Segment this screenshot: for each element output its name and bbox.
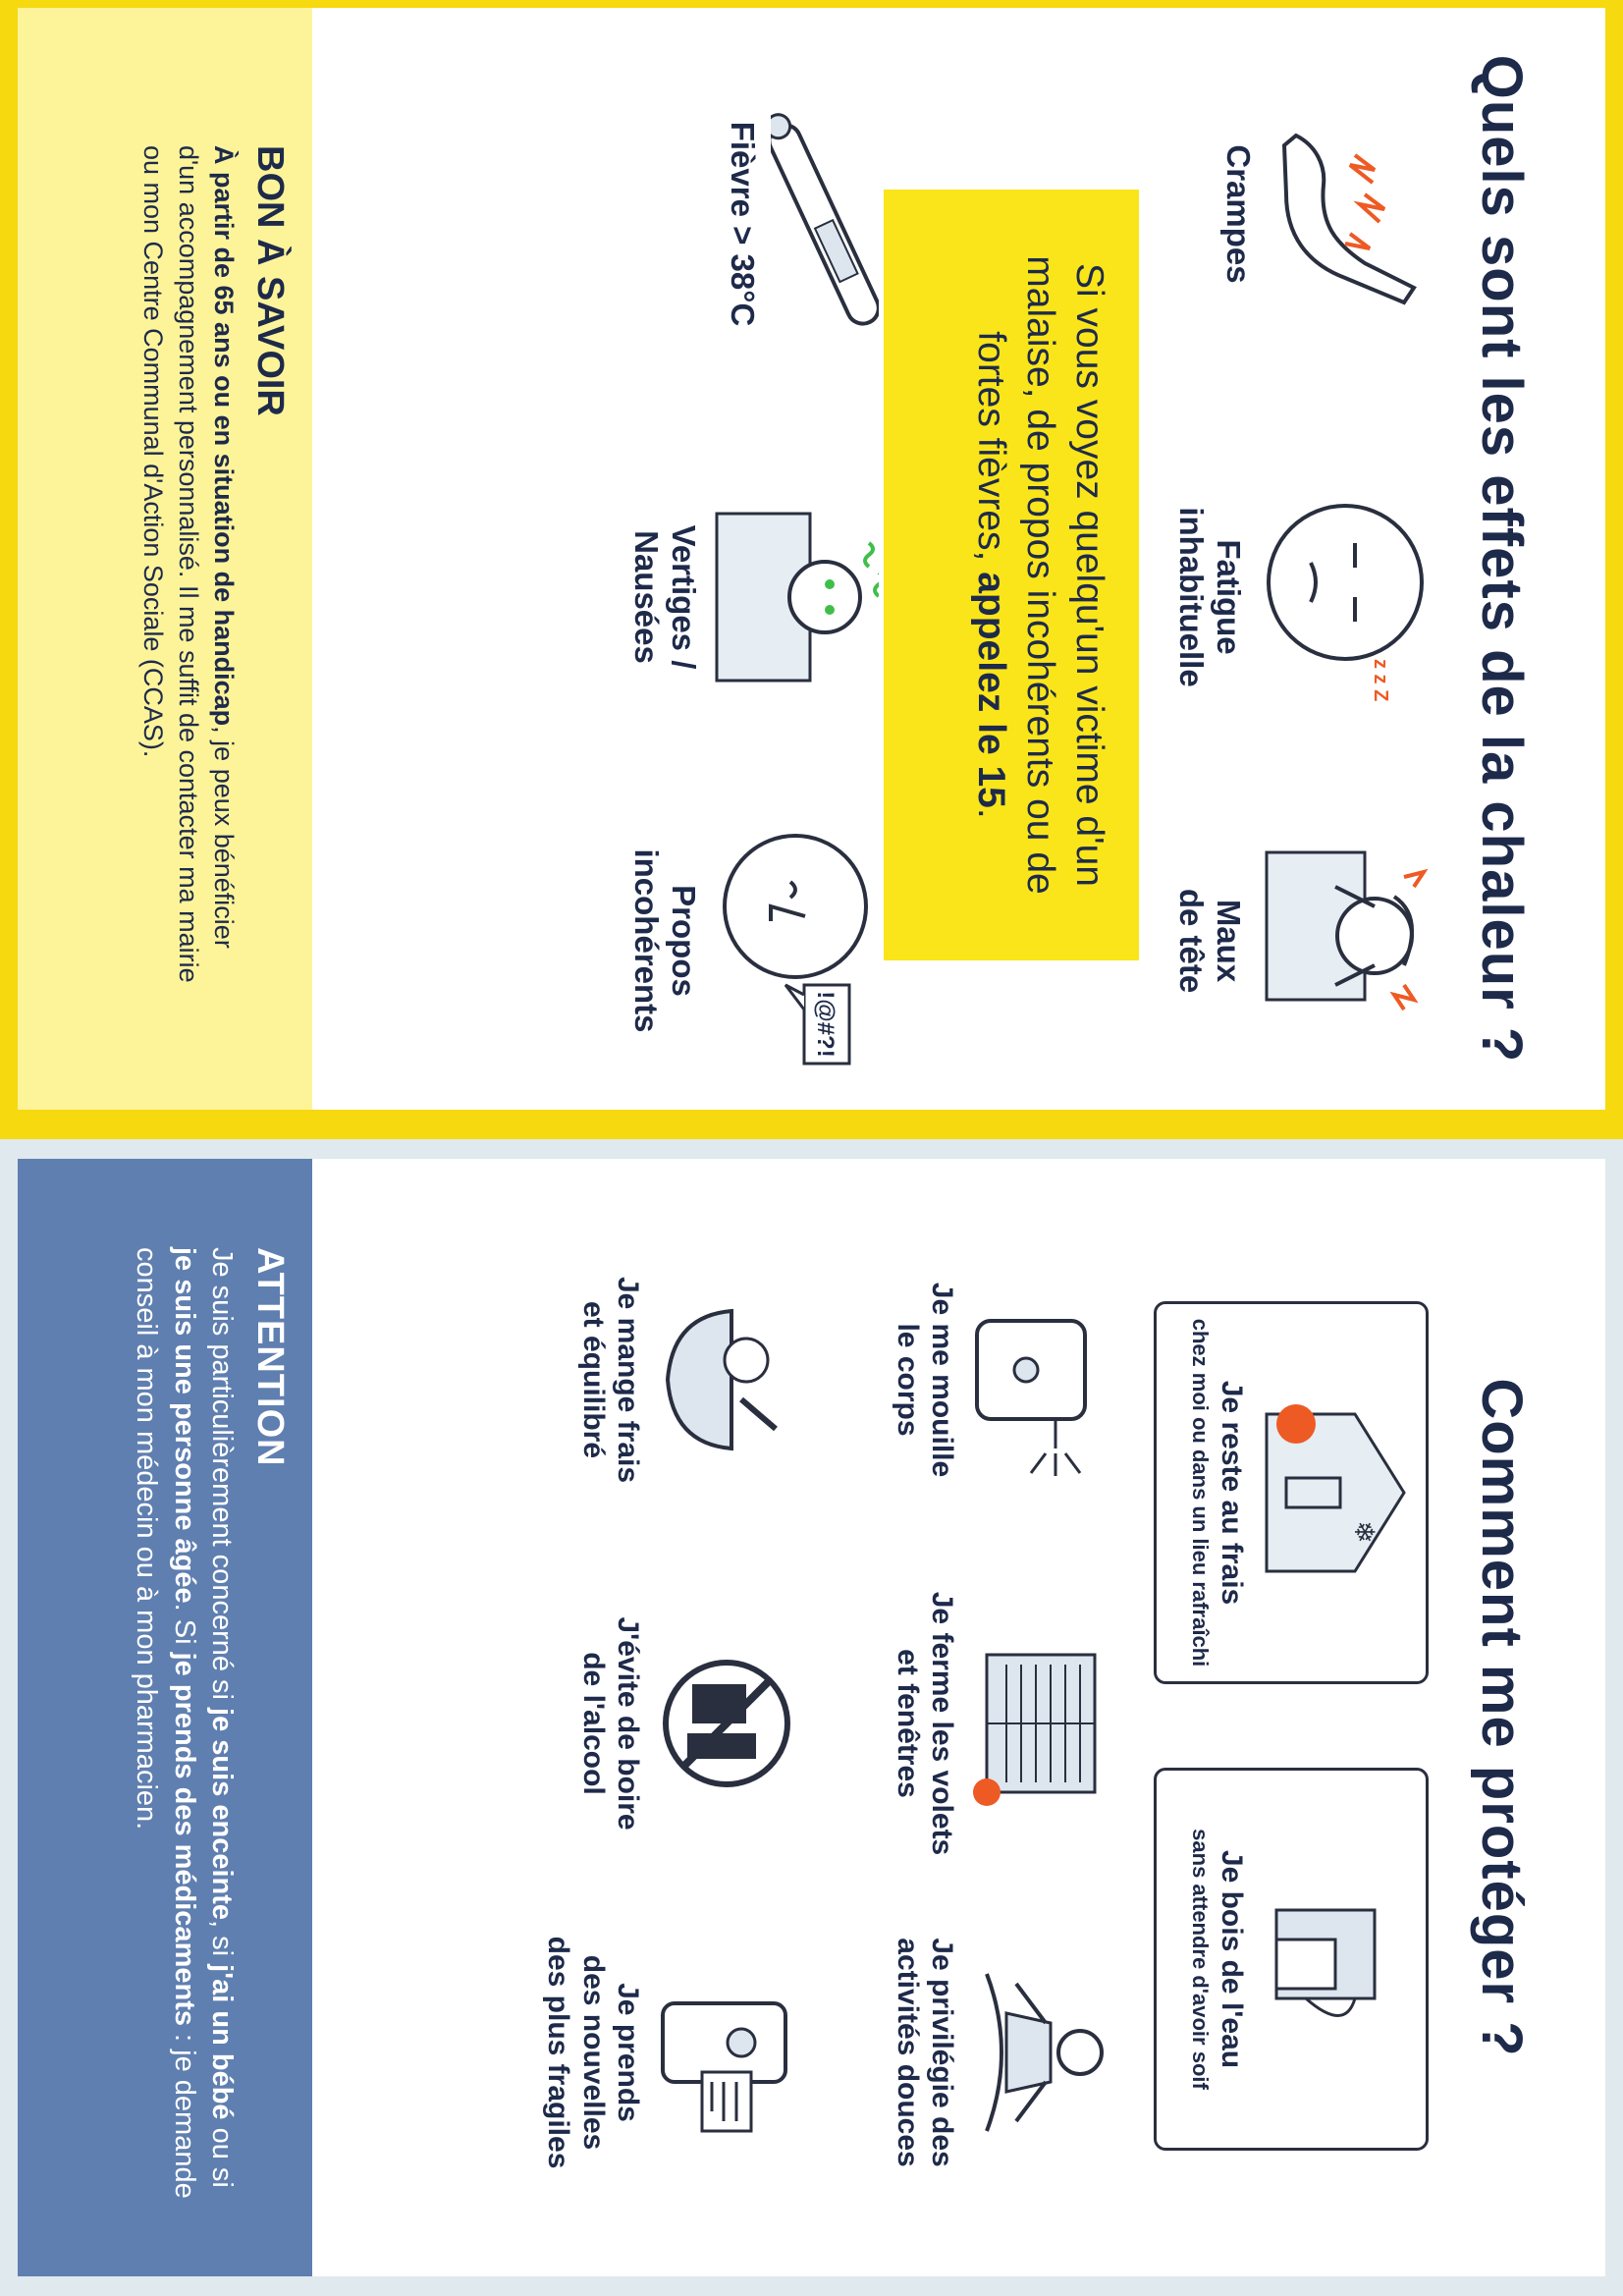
call-15-alert — [884, 190, 1139, 960]
symptom-label: Propos — [666, 885, 702, 997]
svg-text:❄: ❄ — [1348, 1520, 1380, 1544]
tip-label: J'évite de boire — [612, 1616, 644, 1831]
att-baby: j'ai un bébé — [206, 1964, 238, 2120]
tip-label-2: et équilibré — [576, 1300, 610, 1459]
tip-label: Je prends — [612, 1983, 644, 2122]
tip-label: Je ferme les volets — [926, 1591, 958, 1856]
effects-panel — [0, 0, 1623, 1139]
gtk-age: À partir de 65 ans — [209, 145, 239, 368]
att-text: Je suis particulièrement concerné si — [206, 1247, 238, 1700]
protect-title: Comment me protéger ? — [1470, 1378, 1534, 2057]
att-medication: je prends des médicaments — [168, 1652, 200, 2026]
headache-icon — [1257, 828, 1434, 1054]
phone-message-icon — [653, 1954, 800, 2151]
tip-card-drink-water — [1154, 1768, 1429, 2151]
tip-label: Je bois de l'eau — [1216, 1849, 1248, 2069]
no-alcohol-icon — [653, 1625, 800, 1822]
symptom-cramps — [1219, 86, 1434, 342]
tip-label: Je reste au frais — [1216, 1380, 1248, 1606]
meditation-icon — [967, 1954, 1114, 2151]
sleep-z-glyph: z z Z — [1370, 659, 1391, 702]
speech-bubble-text: !@#?! — [812, 991, 839, 1058]
tip-wet-body — [890, 1232, 1114, 1527]
tip-gentle-activities — [890, 1905, 1114, 2200]
symptom-label-2: inhabituelle — [1173, 507, 1211, 687]
att-elderly: je suis une personne âgée — [168, 1247, 200, 1604]
thermometer-icon — [771, 77, 879, 371]
tip-eat-fresh — [575, 1232, 800, 1527]
dizzy-person-icon — [712, 484, 879, 710]
water-pitcher-icon — [1257, 1851, 1414, 2067]
tip-label: Je me mouille — [926, 1282, 958, 1478]
tip-sub: chez moi ou dans un lieu rafraîchi — [1187, 1318, 1213, 1667]
tip-label-2: de l'alcool — [576, 1652, 610, 1795]
att-text: ou si — [206, 2127, 238, 2188]
attention-heading: ATTENTION — [249, 1247, 291, 1467]
symptom-incoherent — [627, 813, 879, 1068]
cool-house-icon — [1257, 1385, 1414, 1601]
spray-bottle-icon — [967, 1282, 1114, 1478]
protect-panel — [0, 1139, 1623, 2296]
gtk-text: , je peux bénéficier d'un accompagnement personnalisé. Il me suffit de contacter ma mairie ou mon Centre Communal d'Action Sociale (CCAS). — [138, 145, 239, 983]
symptom-label-2: de tête — [1173, 888, 1211, 994]
tip-sub: sans attendre d'avoir soif — [1187, 1829, 1213, 2090]
symptom-label: Vertiges / — [666, 524, 702, 670]
tip-label-2: activités douces — [891, 1938, 924, 2167]
attention-body — [128, 1247, 241, 2208]
symptom-headache — [1172, 813, 1434, 1068]
tip-label-3: des plus fragiles — [542, 1936, 575, 2169]
tip-label-2: le corps — [891, 1323, 924, 1437]
tip-label-2: et fenêtres — [891, 1649, 924, 1798]
tip-no-alcohol — [575, 1576, 800, 1871]
tip-label: Je privilégie des — [926, 1938, 958, 2167]
shutters-icon — [967, 1625, 1114, 1822]
symptom-label: Maux — [1211, 899, 1247, 983]
alert-text-end: . — [970, 807, 1013, 819]
good-to-know-heading: BON À SAVOIR — [249, 145, 291, 416]
att-text: . Si — [168, 1603, 200, 1645]
alert-call-15: appelez le 15 — [970, 572, 1013, 808]
tired-face-icon — [1257, 484, 1434, 710]
good-to-know-box — [18, 8, 312, 1110]
alert-text: Si vous voyez quelqu'un victime d'un malaise, de propos incohérents ou de fortes fièvres, — [970, 255, 1110, 895]
tip-check-vulnerable — [541, 1905, 800, 2200]
tip-card-stay-cool — [1154, 1301, 1429, 1684]
symptom-label: Fièvre > 38°C — [725, 121, 761, 327]
effects-title: Quels sont les effets de la chaleur ? — [1470, 54, 1534, 1064]
att-text: : je demande conseil à mon médecin ou à mon pharmacien. — [131, 1247, 200, 2199]
symptom-label-2: incohérents — [628, 848, 666, 1033]
symptom-label: Crampes — [1220, 144, 1257, 284]
leg-cramp-icon — [1267, 116, 1434, 312]
att-text: , si — [206, 1920, 238, 1957]
good-to-know-body — [135, 145, 241, 992]
symptom-label: Fatigue — [1211, 539, 1247, 655]
attention-box — [18, 1159, 312, 2276]
tip-close-shutters — [890, 1576, 1114, 1871]
confused-face-icon — [712, 813, 879, 1068]
att-pregnant: je suis enceinte — [206, 1708, 238, 1921]
tip-label: Je mange frais — [612, 1276, 644, 1484]
symptom-fever — [724, 77, 879, 371]
gtk-or: ou — [209, 375, 239, 409]
tip-label-2: des nouvelles — [576, 1954, 610, 2151]
symptom-dizziness — [627, 469, 879, 725]
symptom-fatigue — [1172, 469, 1434, 725]
gtk-handicap: en situation de handicap — [209, 414, 239, 727]
food-bowl-icon — [653, 1282, 800, 1478]
symptom-label-2: Nausées — [628, 530, 666, 664]
